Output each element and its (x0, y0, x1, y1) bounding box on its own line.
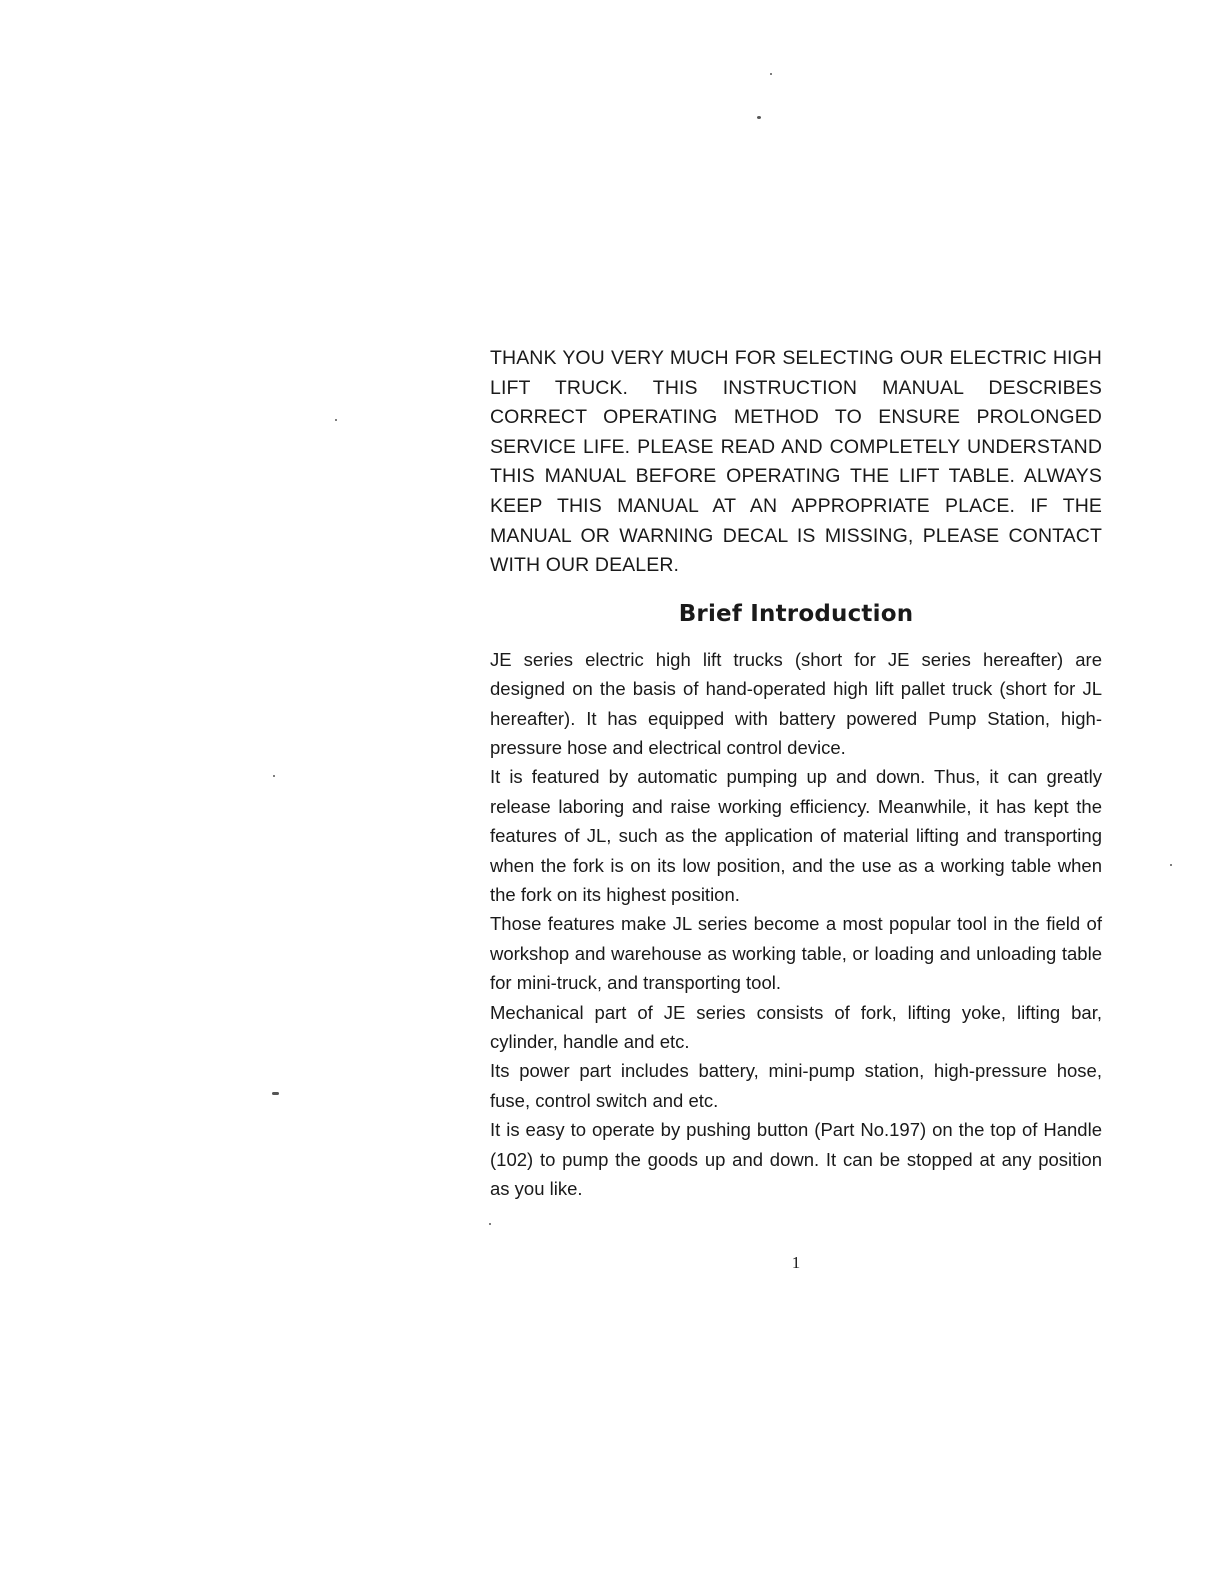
section-title: Brief Introduction (678, 600, 914, 627)
intro-body (490, 645, 1102, 1204)
thank-you-notice: THANK YOU VERY MUCH FOR SELECTING OUR ELECTRIC HIGH LIFT TRUCK. THIS INSTRUCTION MANUAL DESCRIBES CORRECT OPERATING METHOD TO ENSURE PROLONGED SERVICE LIFE. PLEASE READ AND COMPLETELY UNDERSTAND THIS MANUAL BEFORE OPERATING THE LIFT TABLE. ALWAYS KEEP THIS MANUAL AT AN APPROPRIATE PLACE. IF THE MANUAL OR WARNING DECAL IS MISSING, PLEASE CONTACT WITH OUR DEALER. (490, 347, 1102, 577)
intro-paragraph: Mechanical part of JE series consists of fork, lifting yoke, lifting bar, cylinder, handle and etc. (490, 1001, 1102, 1053)
content-column (490, 344, 1102, 1203)
scan-speck (757, 116, 761, 119)
scan-speck (1170, 864, 1172, 866)
page-number: 1 (791, 1253, 801, 1272)
scan-speck (770, 73, 772, 75)
intro-paragraph: It is easy to operate by pushing button (Part No.197) on the top of Handle (102) to pump the goods up and down. It can be stopped at any position as you like. (490, 1119, 1102, 1200)
intro-paragraph: JE series electric high lift trucks (short for JE series hereafter) are designed on the basis of hand-operated high lift pallet truck (short for JL hereafter). It has equipped with battery powered Pump Station, high-pressure hose and electrical control device. (490, 648, 1102, 758)
intro-paragraph: Those features make JL series become a most popular tool in the field of workshop and warehouse as working table, or loading and unloading table for mini-truck, and transporting tool. (490, 913, 1102, 994)
scan-speck (335, 419, 337, 421)
scan-speck (272, 1092, 279, 1095)
scan-speck (273, 775, 275, 777)
intro-paragraph: It is featured by automatic pumping up and down. Thus, it can greatly release laboring and raise working efficiency. Meanwhile, it has kept the features of JL, such as the application of material lifting and transporting when the fork is on its low position, and the use as a working table when the fork on its highest position. (490, 766, 1102, 905)
intro-paragraph: Its power part includes battery, mini-pump station, high-pressure hose, fuse, control switch and etc. (490, 1060, 1102, 1111)
scan-speck (489, 1223, 491, 1225)
